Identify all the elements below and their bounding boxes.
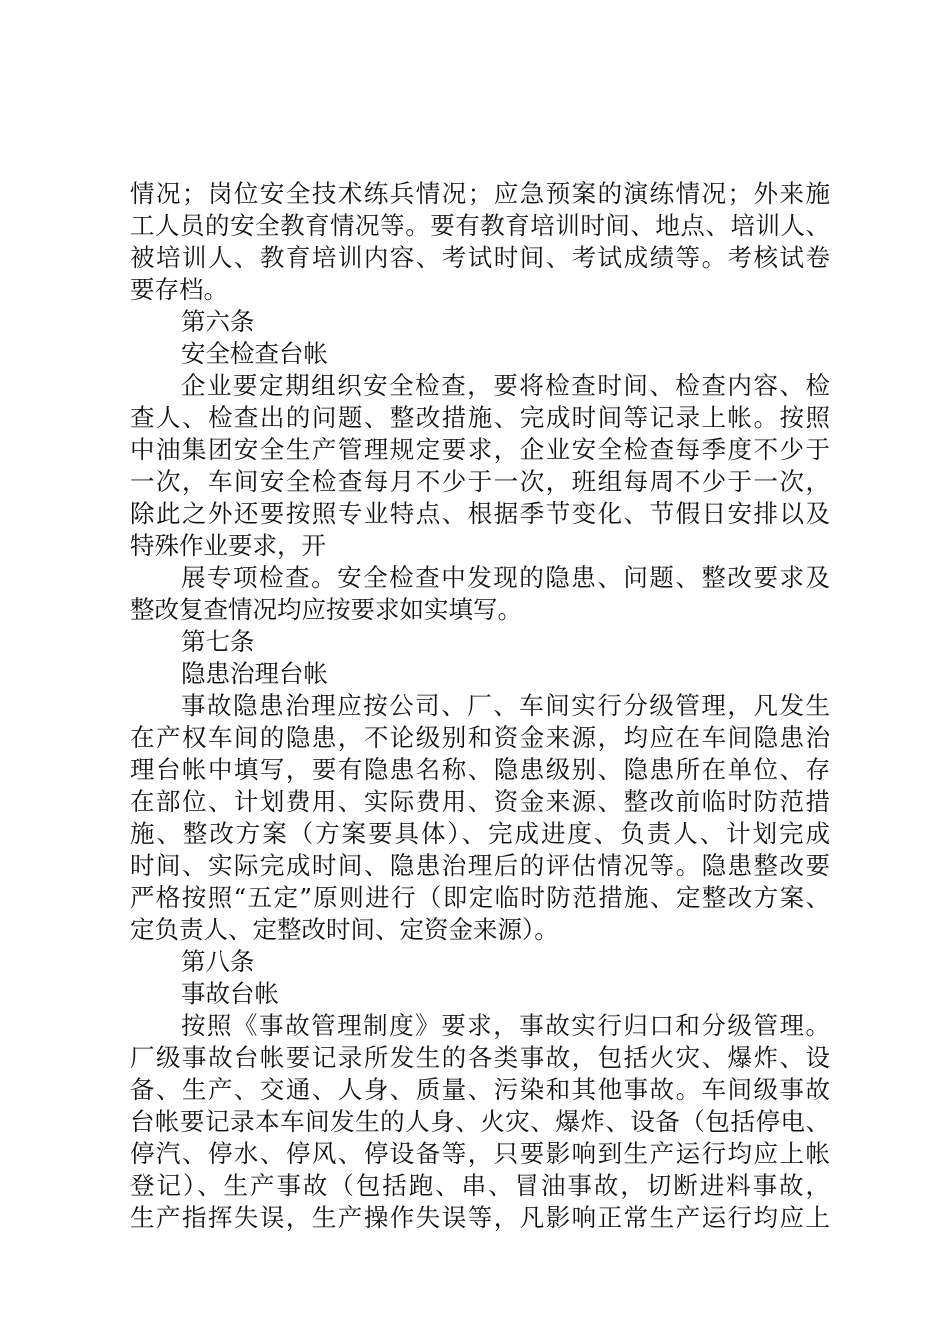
body-text-line: 厂级事故台帐要记录所发生的各类事故，包括火灾、爆炸、设 xyxy=(130,1043,830,1072)
body-text-line: 按照《事故管理制度》要求，事故实行归口和分级管理。 xyxy=(181,1011,830,1040)
body-text-line: 理台帐中填写，要有隐患名称、隐患级别、隐患所在单位、存 xyxy=(130,755,830,784)
body-text-line: 事故隐患治理应按公司、厂、车间实行分级管理，凡发生 xyxy=(181,691,830,720)
body-text-line: 停汽、停水、停风、停设备等，只要影响到生产运行均应上帐 xyxy=(130,1139,830,1168)
body-text-line: 工人员的安全教育情况等。要有教育培训时间、地点、培训人、 xyxy=(130,211,830,240)
body-text-line: 情况；岗位安全技术练兵情况；应急预案的演练情况；外来施 xyxy=(130,179,830,208)
body-text-line: 被培训人、教育培训内容、考试时间、考试成绩等。考核试卷 xyxy=(130,243,830,272)
section-heading: 事故台帐 xyxy=(181,979,279,1008)
article-number: 第八条 xyxy=(181,947,255,976)
body-text-line: 要存档。 xyxy=(130,275,228,304)
body-text-line: 生产指挥失误，生产操作失误等，凡影响正常生产运行均应上 xyxy=(130,1203,830,1232)
body-text-line: 在部位、计划费用、实际费用、资金来源、整改前临时防范措 xyxy=(130,787,830,816)
section-heading: 安全检查台帐 xyxy=(181,339,328,368)
body-text-line: 展专项检查。安全检查中发现的隐患、问题、整改要求及 xyxy=(181,563,830,592)
article-number: 第六条 xyxy=(181,307,255,336)
body-text-line: 除此之外还要按照专业特点、根据季节变化、节假日安排以及 xyxy=(130,499,830,528)
article-number: 第七条 xyxy=(181,627,255,656)
body-text-line: 企业要定期组织安全检查，要将检查时间、检查内容、检 xyxy=(181,371,830,400)
body-text-line: 整改复查情况均应按要求如实填写。 xyxy=(130,595,522,624)
body-text-line: 中油集团安全生产管理规定要求，企业安全检查每季度不少于 xyxy=(130,435,830,464)
body-text-line: 定负责人、定整改时间、定资金来源）。 xyxy=(130,915,559,944)
body-text-line: 台帐要记录本车间发生的人身、火灾、爆炸、设备（包括停电、 xyxy=(130,1107,830,1136)
body-text-line: 备、生产、交通、人身、质量、污染和其他事故。车间级事故 xyxy=(130,1075,830,1104)
body-text-line: 查人、检查出的问题、整改措施、完成时间等记录上帐。按照 xyxy=(130,403,830,432)
body-text-line: 施、整改方案（方案要具体）、完成进度、负责人、计划完成 xyxy=(130,819,830,848)
body-text-line: 一次，车间安全检查每月不少于一次，班组每周不少于一次， xyxy=(130,467,830,496)
body-text-line: 登记）、生产事故（包括跑、串、冒油事故，切断进料事故， xyxy=(130,1171,830,1200)
body-text-line: 特殊作业要求，开 xyxy=(130,531,326,560)
body-text-line: 时间、实际完成时间、隐患治理后的评估情况等。隐患整改要 xyxy=(130,851,830,880)
body-text-line: 严格按照“五定”原则进行（即定临时防范措施、定整改方案、 xyxy=(130,883,830,912)
section-heading: 隐患治理台帐 xyxy=(181,659,328,688)
body-text-line: 在产权车间的隐患，不论级别和资金来源，均应在车间隐患治 xyxy=(130,723,830,752)
